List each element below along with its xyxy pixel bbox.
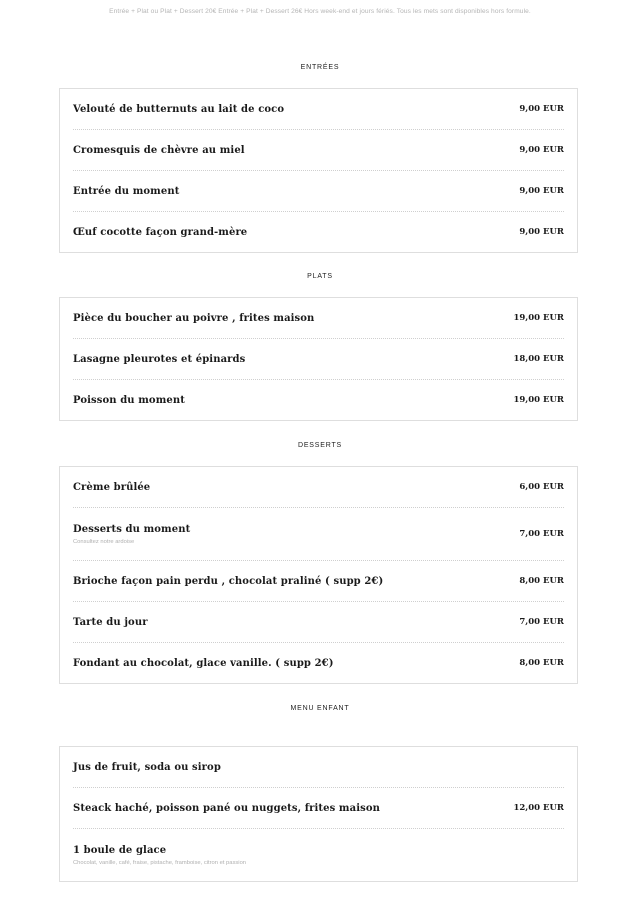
item-price: 6,00 EUR: [519, 482, 564, 492]
item-name: Poisson du moment: [73, 394, 185, 406]
item-name: Cromesquis de chèvre au miel: [73, 144, 245, 156]
item-name: Fondant au chocolat, glace vanille. ( supp 2€): [73, 657, 334, 669]
item-name: Œuf cocotte façon grand-mère: [73, 226, 248, 238]
item-price: 7,00 EUR: [519, 617, 564, 627]
section-title-menu-enfant: MENU ENFANT: [290, 705, 350, 712]
menu-item: [73, 829, 564, 881]
menu-item: [73, 747, 564, 788]
section-title-desserts: DESSERTS: [297, 442, 342, 449]
formula-info-text: Entrée + Plat ou Plat + Dessert 20€ Entrée + Plat + Dessert 26€ Hors week-end et jours fériés. Tous les mets sont disponibles hors formule.: [109, 8, 531, 15]
menu-item: [73, 298, 564, 339]
menu-card-entrees: [59, 88, 578, 253]
item-name: Tarte du jour: [73, 616, 148, 628]
item-name: Crème brûlée: [73, 481, 151, 493]
section-title-entrees: ENTRÉES: [300, 64, 340, 71]
menu-item: [73, 339, 564, 380]
item-price: 12,00 EUR: [513, 803, 564, 813]
item-name: Entrée du moment: [73, 185, 180, 197]
item-price: 9,00 EUR: [519, 227, 564, 237]
menu-item: [73, 643, 564, 683]
item-price: 18,00 EUR: [513, 354, 564, 364]
item-name: Lasagne pleurotes et épinards: [73, 353, 246, 365]
section-title-plats: PLATS: [307, 273, 333, 280]
menu-item: [73, 171, 564, 212]
menu-item: [73, 467, 564, 508]
item-price: 9,00 EUR: [519, 186, 564, 196]
item-price: 9,00 EUR: [519, 104, 564, 114]
menu-card-plats: [59, 297, 578, 421]
item-name: 1 boule de glace: [73, 844, 167, 856]
item-description: Consultez notre ardoise: [73, 538, 135, 545]
item-price: 9,00 EUR: [519, 145, 564, 155]
item-name: Steack haché, poisson pané ou nuggets, frites maison: [73, 802, 380, 814]
menu-item: [73, 508, 564, 561]
menu-item: [73, 212, 564, 252]
item-name: Pièce du boucher au poivre , frites maison: [73, 312, 315, 324]
item-price: 8,00 EUR: [519, 576, 564, 586]
item-name: Desserts du moment: [73, 523, 191, 535]
item-description: Chocolat, vanille, café, fraise, pistache, framboise, citron et passion: [73, 859, 247, 866]
menu-item: [73, 788, 564, 829]
item-price: 7,00 EUR: [519, 529, 564, 539]
item-price: 19,00 EUR: [513, 395, 564, 405]
menu-item: [73, 380, 564, 420]
item-price: 8,00 EUR: [519, 658, 564, 668]
item-price: 19,00 EUR: [513, 313, 564, 323]
menu-card-enfant: [59, 746, 578, 882]
menu-item: [73, 561, 564, 602]
menu-item: [73, 89, 564, 130]
menu-item: [73, 130, 564, 171]
menu-item: [73, 602, 564, 643]
item-name: Jus de fruit, soda ou sirop: [73, 761, 221, 773]
item-name: Brioche façon pain perdu , chocolat praliné ( supp 2€): [73, 575, 384, 587]
menu-card-desserts: [59, 466, 578, 684]
item-name: Velouté de butternuts au lait de coco: [73, 103, 285, 115]
